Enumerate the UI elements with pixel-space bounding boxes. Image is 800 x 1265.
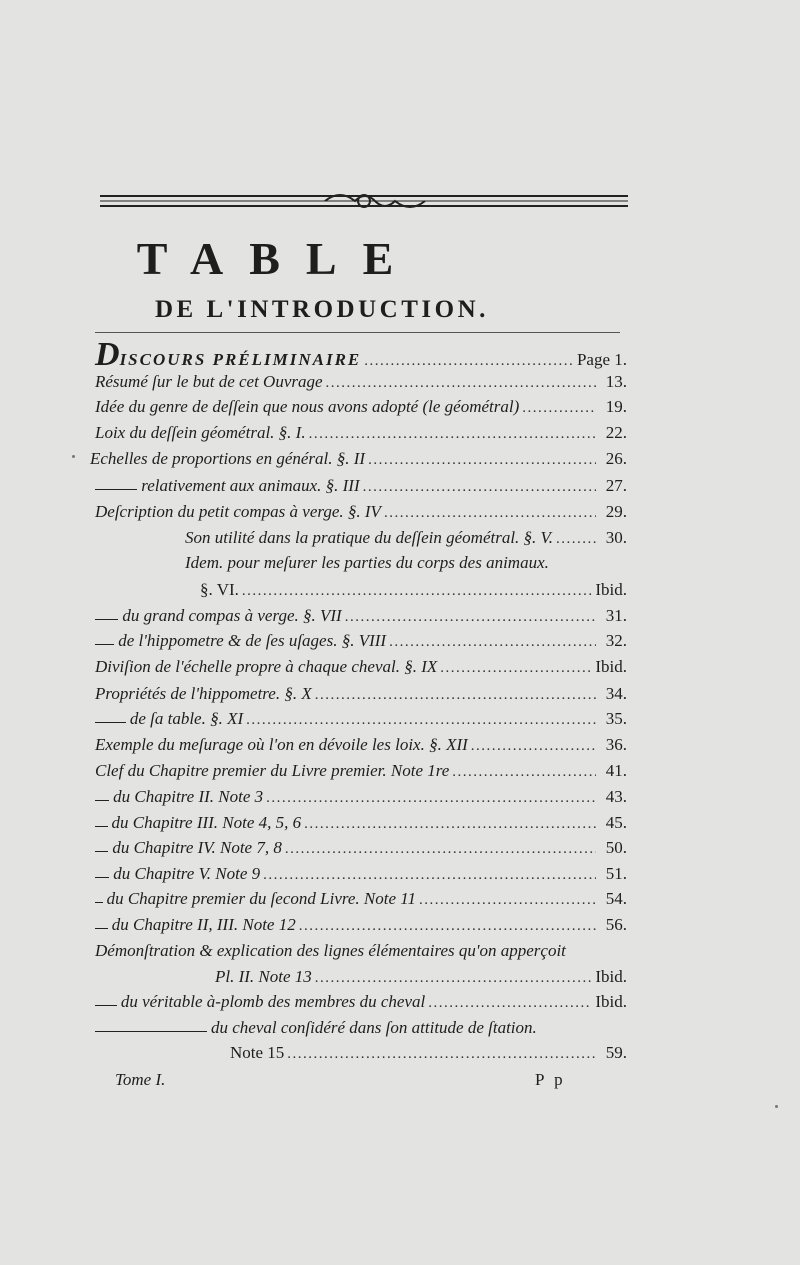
ditto-dash — [95, 826, 108, 827]
ditto-dash — [95, 1005, 117, 1006]
leader-dots — [389, 632, 596, 652]
leader-dots — [287, 1044, 596, 1064]
page-number: 36. — [605, 735, 627, 754]
page-number: 43. — [605, 787, 627, 806]
page-number: 22. — [605, 423, 627, 442]
toc-entry: du cheval conſidéré dans ſon attitude de ſtation. — [95, 1018, 627, 1038]
toc-entry: Résumé ſur le but de cet Ouvrage ..... 13. — [95, 372, 627, 393]
toc-entry: Clef du Chapitre premier du Livre premier. Note 1re ..... 41. — [95, 761, 627, 782]
page-number: 13. — [605, 372, 627, 391]
toc-entry: Propriétés de l'hippometre. §. X ..... 34. — [95, 684, 627, 705]
toc-entry: Pl. II. Note 13 ..... Ibid. — [215, 967, 627, 988]
leader-dots — [246, 710, 596, 730]
toc-entry: du Chapitre II, III. Note 12 ..... 56. — [95, 915, 627, 936]
page-number: 27. — [605, 476, 627, 495]
leader-dots — [315, 685, 596, 705]
toc-entry: Loix du deſſein géométral. §. I. ..... 22. — [95, 423, 627, 444]
leader-dots — [304, 814, 596, 834]
page-number: 51. — [605, 864, 627, 883]
ditto-dash — [95, 722, 126, 723]
leader-dots — [242, 581, 592, 601]
page-number: 30. — [605, 528, 627, 547]
toc-entry: Diviſion de l'échelle propre à chaque cheval. §. IX ..... Ibid. — [95, 657, 627, 678]
page-number: Ibid. — [595, 992, 627, 1011]
leader-dots — [299, 916, 596, 936]
ditto-dash — [95, 877, 109, 878]
page-number: 35. — [605, 709, 627, 728]
leader-dots — [309, 424, 596, 444]
ditto-dash — [95, 1031, 207, 1032]
leader-dots — [315, 968, 593, 988]
ditto-dash — [95, 851, 108, 852]
toc-entry: du Chapitre IV. Note 7, 8 ..... 50. — [95, 838, 627, 859]
page-number: Ibid. — [595, 657, 627, 676]
leader-dots — [522, 398, 596, 418]
toc-entry: relativement aux animaux. §. III ..... 27. — [95, 476, 627, 497]
toc-entry: du Chapitre II. Note 3 ..... 43. — [95, 787, 627, 808]
leader-dots — [384, 503, 596, 523]
leader-dots — [263, 865, 596, 885]
page-subtitle: DE L'INTRODUCTION. — [155, 296, 489, 323]
leader-dots — [368, 450, 596, 470]
page-number: Ibid. — [595, 967, 627, 986]
page-number: Page 1. — [576, 350, 627, 369]
leader-dots — [363, 477, 596, 497]
toc-entry: du grand compas à verge. §. VII ..... 31. — [95, 606, 627, 627]
toc-entry: du véritable à-plomb des membres du cheval ..... Ibid. — [95, 992, 627, 1013]
leader-dots — [419, 890, 596, 910]
leader-dots — [285, 839, 596, 859]
toc-entry: du Chapitre V. Note 9 ..... 51. — [95, 864, 627, 885]
ditto-dash — [95, 902, 103, 903]
page-number: Ibid. — [595, 580, 627, 599]
toc-entry: Note 15 ..... 59. — [230, 1043, 627, 1064]
leader-dots — [364, 351, 574, 371]
toc-entry: Idem. pour meſurer les parties du corps des animaux. — [185, 553, 549, 572]
subtitle-rule — [95, 332, 620, 333]
page-number: 59. — [605, 1043, 627, 1062]
page-number: 45. — [605, 813, 627, 832]
toc-entry: §. VI. ..... Ibid. — [200, 580, 627, 601]
page-number: 19. — [605, 397, 627, 416]
page-number: 41. — [605, 761, 627, 780]
toc-entry: Deſcription du petit compas à verge. §. IV ..... 29. — [95, 502, 627, 523]
toc-entry: du Chapitre III. Note 4, 5, 6 ..... 45. — [95, 813, 627, 834]
paper-speck — [775, 1105, 778, 1108]
leader-dots — [266, 788, 596, 808]
leader-dots — [345, 607, 596, 627]
leader-dots — [452, 762, 596, 782]
leader-dots — [556, 529, 596, 549]
toc-entry: DISCOURS PRÉLIMINAIRE ..... Page 1. — [95, 345, 627, 371]
leader-dots — [440, 658, 592, 678]
ditto-dash — [95, 800, 109, 801]
ditto-dash — [95, 489, 137, 490]
toc-entry: Idée du genre de deſſein que nous avons adopté (le géométral) ..... 19. — [95, 397, 627, 418]
page-number: 26. — [605, 449, 627, 468]
header-ornament — [100, 190, 628, 212]
page-number: 50. — [605, 838, 627, 857]
volume-label: Tome I. — [115, 1070, 166, 1089]
page-number: 56. — [605, 915, 627, 934]
leader-dots — [428, 993, 592, 1013]
ditto-dash — [95, 644, 114, 645]
toc-entry: de ſa table. §. XI ..... 35. — [95, 709, 627, 730]
toc-entry: de l'hippometre & de ſes uſages. §. VIII ..... 32. — [95, 631, 627, 652]
page-title: TABLE — [136, 233, 420, 284]
toc-entry: Démonſtration & explication des lignes élémentaires qu'on apperçoit — [95, 941, 566, 960]
page-number: 29. — [605, 502, 627, 521]
leader-dots — [471, 736, 596, 756]
page-number: 31. — [605, 606, 627, 625]
page-number: 54. — [605, 889, 627, 908]
paper-speck — [72, 455, 75, 458]
toc-entry: Son utilité dans la pratique du deſſein géométral. §. V. ..... 30. — [185, 528, 627, 549]
ditto-dash — [95, 619, 118, 620]
signature-mark: P p — [535, 1070, 566, 1089]
page-number: 34. — [605, 684, 627, 703]
toc-entry: du Chapitre premier du ſecond Livre. Note 11 ..... 54. — [95, 889, 627, 910]
leader-dots — [326, 373, 596, 393]
toc-entry: Echelles de proportions en général. §. II ..... 26. — [90, 449, 627, 470]
ditto-dash — [95, 928, 108, 929]
page-number: 32. — [605, 631, 627, 650]
toc-entry: Exemple du meſurage où l'on en dévoile les loix. §. XII ..... 36. — [95, 735, 627, 756]
